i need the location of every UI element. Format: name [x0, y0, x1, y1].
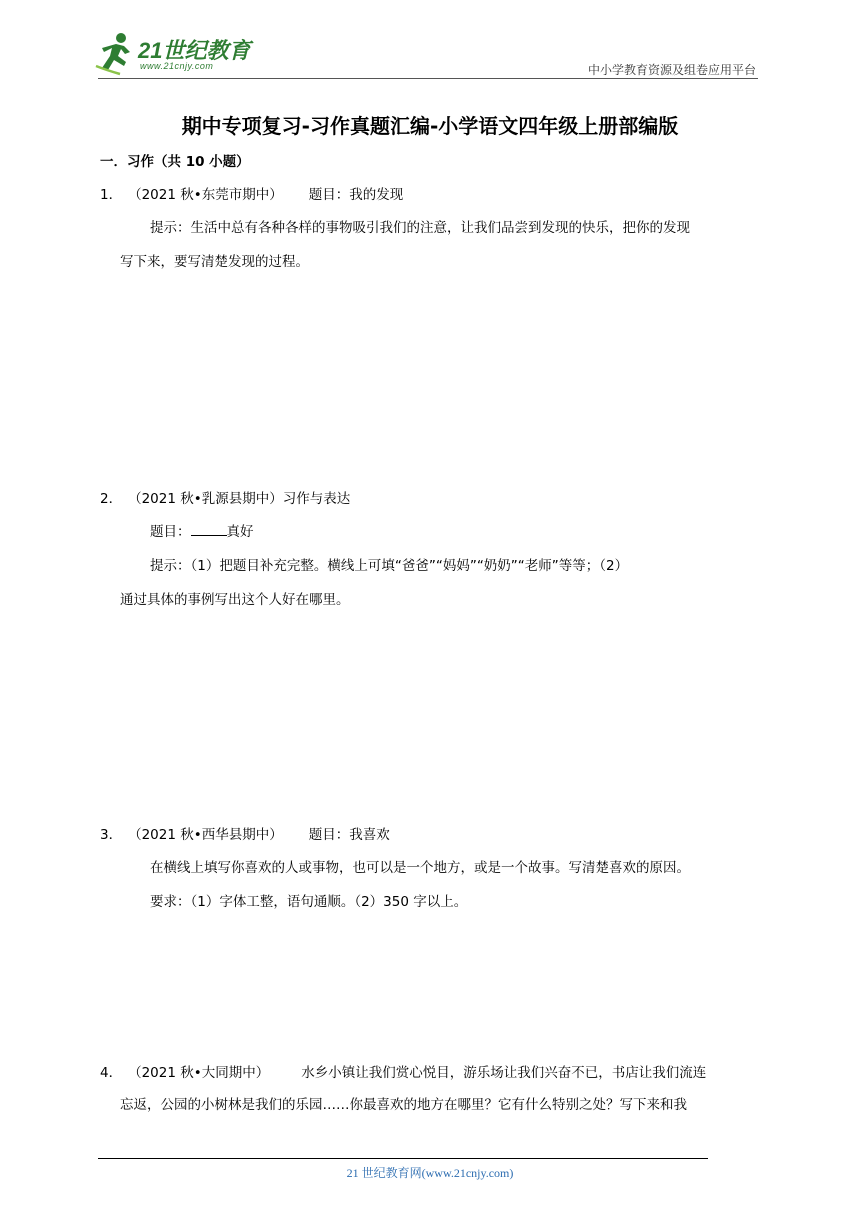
section-heading: 一．习作（共 10 小题）	[100, 154, 250, 170]
question-number: 3．	[100, 827, 123, 843]
document-title: 期中专项复习-习作真题汇编-小学语文四年级上册部编版	[181, 114, 679, 138]
runner-logo-icon	[94, 30, 138, 76]
topic-prefix: 题目：	[150, 524, 191, 540]
prompt-line: 写下来，要写清楚发现的过程。	[120, 254, 309, 270]
question-2-prompt-cont	[100, 585, 744, 616]
question-number: 2．	[100, 491, 123, 507]
header-divider	[98, 78, 758, 79]
question-4-prompt-cont	[100, 1090, 744, 1121]
question-source: （2021 秋•东莞市期中）	[128, 187, 283, 203]
logo-text: 21世纪教育	[138, 38, 251, 63]
question-number: 4．	[100, 1065, 123, 1081]
logo-url: www.21cnjy.com	[140, 61, 214, 71]
question-1-prompt	[120, 213, 764, 244]
question-source: （2021 秋•西华县期中）	[128, 827, 283, 843]
topic-suffix: 真好	[226, 524, 254, 540]
question-3-prompt	[120, 853, 764, 884]
fill-in-blank	[191, 521, 227, 536]
prompt-line: 忘返，公园的小树林是我们的乐园……你最喜欢的地方在哪里？它有什么特别之处？写下来和我	[120, 1097, 687, 1113]
question-source: （2021 秋•乳源县期中）习作与表达	[128, 491, 351, 507]
footer-divider	[98, 1158, 708, 1159]
question-1-heading	[100, 185, 764, 205]
question-2-heading	[100, 489, 764, 509]
prompt-line: 提示：生活中总有各种各样的事物吸引我们的注意，让我们品尝到发现的快乐，把你的发现	[150, 220, 690, 236]
prompt-line: 提示：（1）把题目补充完整。横线上可填“爸爸”“妈妈”“奶奶”“老师”等等；（2）	[150, 558, 629, 574]
page-header	[0, 0, 860, 80]
question-topic: 题目：我的发现	[308, 187, 404, 203]
question-number: 1．	[100, 187, 123, 203]
question-1-prompt-cont	[100, 247, 744, 278]
prompt-line: 要求：（1）字体工整，语句通顺。（2）350 字以上。	[150, 894, 468, 910]
platform-name: 中小学教育资源及组卷应用平台	[587, 63, 756, 77]
question-source: （2021 秋•大同期中）	[128, 1065, 270, 1081]
question-topic: 题目：我喜欢	[308, 827, 390, 843]
question-2-prompt	[120, 551, 764, 582]
prompt-line: 在横线上填写你喜欢的人或事物，也可以是一个地方，或是一个故事。写清楚喜欢的原因。	[150, 860, 690, 876]
footer-text: 21 世纪教育网(www.21cnjy.com)	[346, 1166, 514, 1180]
question-4-heading	[100, 1063, 764, 1083]
question-3-heading	[100, 825, 764, 845]
question-prompt: 水乡小镇让我们赏心悦目，游乐场让我们兴奋不已，书店让我们流连	[301, 1065, 707, 1081]
question-3-requirements	[120, 887, 764, 918]
prompt-line: 通过具体的事例写出这个人好在哪里。	[120, 592, 350, 608]
logo	[94, 30, 264, 80]
question-2-topic	[120, 517, 764, 548]
